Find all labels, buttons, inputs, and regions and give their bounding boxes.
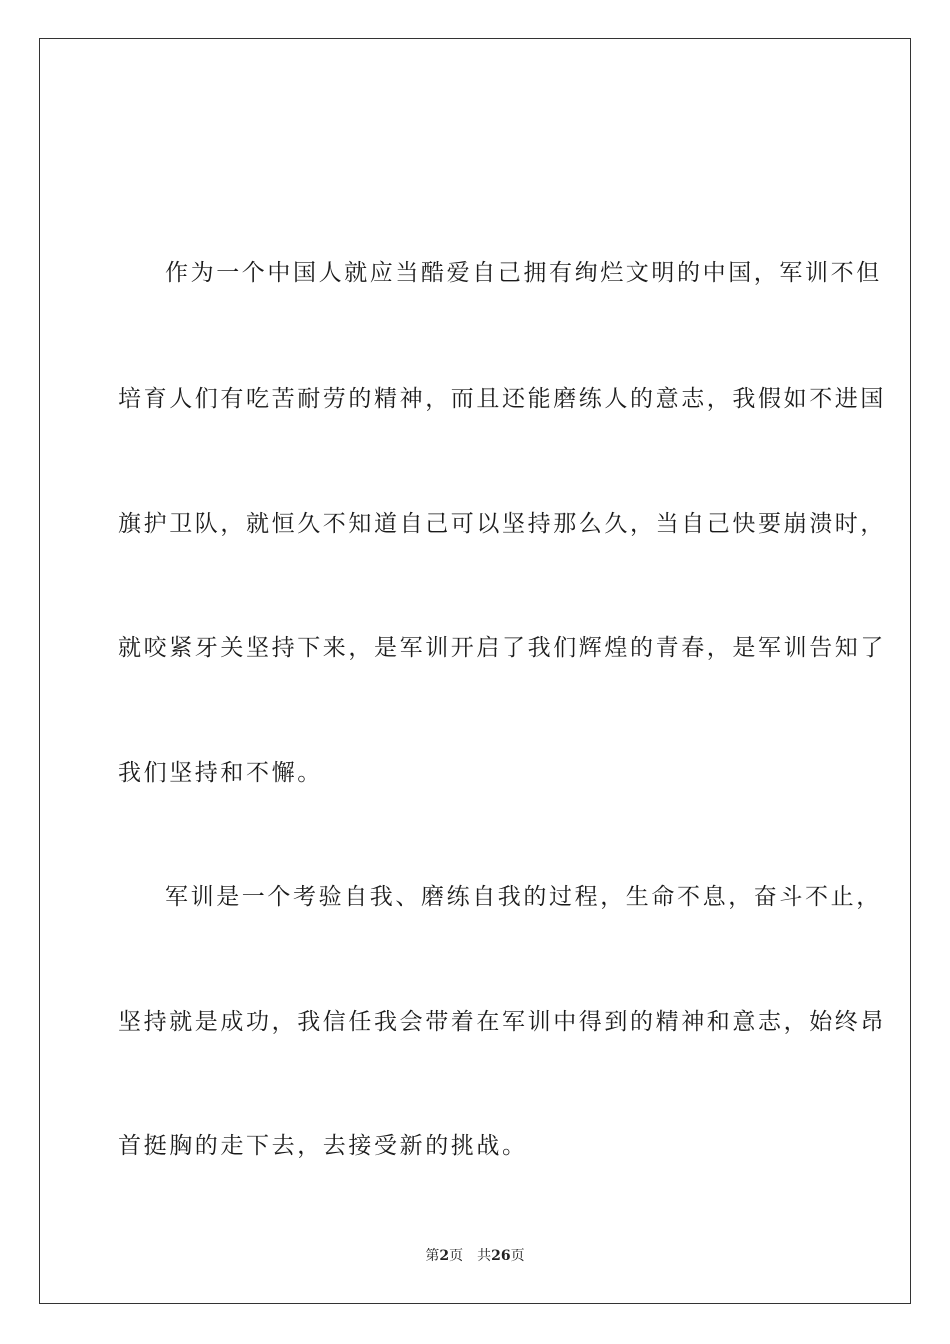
text-line: 我们坚持和不懈。 <box>118 760 323 786</box>
text-line: 就咬紧牙关坚持下来，是军训开启了我们辉煌的青春，是军训告知了 <box>118 635 886 661</box>
page-suffix: 页 <box>449 1248 464 1264</box>
text-line: 首挺胸的走下去，去接受新的挑战。 <box>118 1133 528 1159</box>
text-line: 军训是一个考验自我、磨练自我的过程，生命不息，奋斗不止， <box>165 884 882 910</box>
text-line: 培育人们有吃苦耐劳的精神，而且还能磨练人的意志，我假如不进国 <box>118 386 886 412</box>
page-footer <box>0 1246 950 1266</box>
total-prefix: 共 <box>477 1248 492 1264</box>
text-line: 作为一个中国人就应当酷爱自己拥有绚烂文明的中国，军训不但 <box>165 260 882 286</box>
page-number: 2 <box>439 1248 450 1264</box>
text-line: 旗护卫队，就恒久不知道自己可以坚持那么久，当自己快要崩溃时， <box>118 511 886 537</box>
page-prefix: 第 <box>425 1248 440 1264</box>
total-pages: 26 <box>491 1248 511 1264</box>
total-suffix: 页 <box>510 1248 525 1264</box>
text-line: 坚持就是成功，我信任我会带着在军训中得到的精神和意志，始终昂 <box>118 1009 886 1035</box>
page-frame <box>39 38 911 1304</box>
